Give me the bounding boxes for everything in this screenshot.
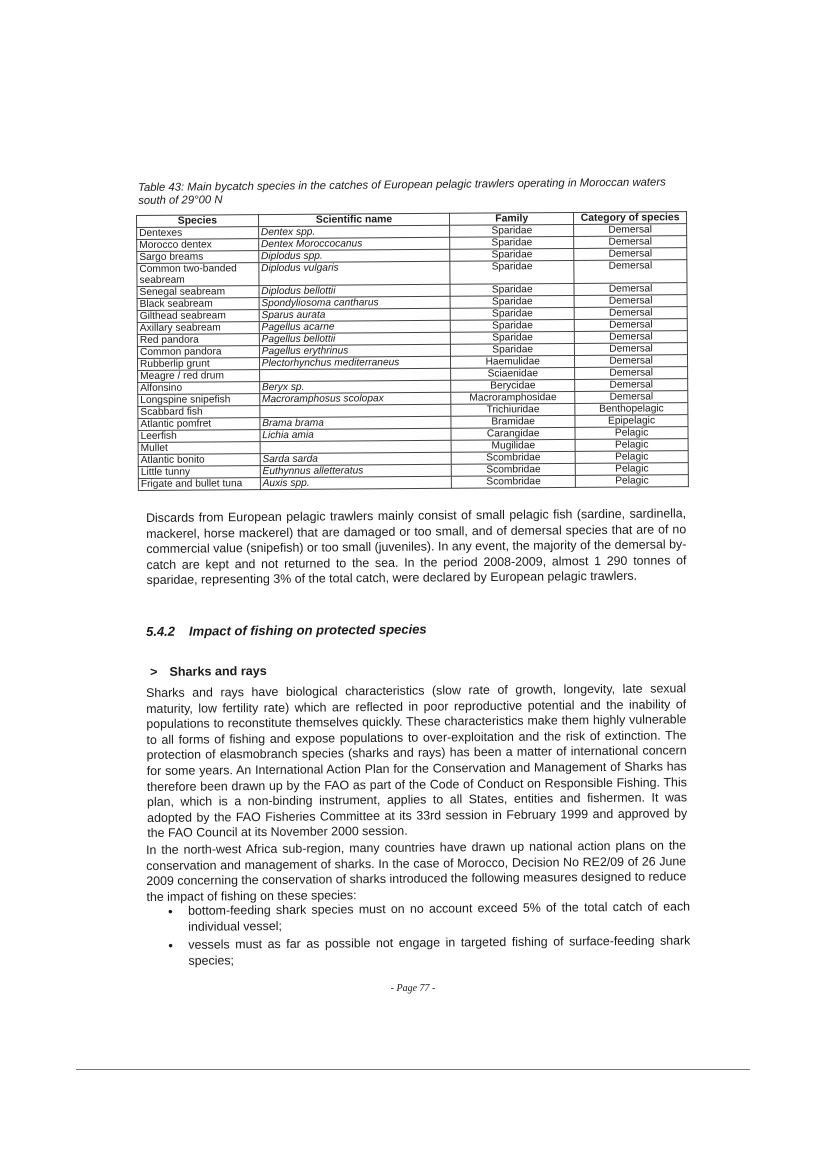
species-cell: Red pandora — [137, 334, 259, 347]
measures-list — [166, 899, 691, 972]
scientific-name-cell: Euthynnus alletteratus — [260, 464, 452, 477]
column-header-family: Family — [450, 212, 574, 225]
scientific-name-cell: Plectorhynchus mediterraneus — [259, 356, 451, 369]
species-cell: Atlantic pomfret — [138, 418, 260, 431]
scientific-name-cell: Beryx sp. — [259, 380, 451, 393]
family-cell: Macroramphosidae — [451, 391, 575, 404]
category-cell: Demersal — [574, 224, 687, 237]
species-cell: Axillary seabream — [137, 322, 259, 335]
family-cell: Sciaenidae — [451, 367, 575, 380]
category-cell: Demersal — [575, 343, 688, 356]
species-cell: Common pandora — [137, 346, 259, 359]
species-cell: Alfonsino — [138, 382, 260, 395]
scientific-name-cell: Auxis spp. — [260, 476, 452, 489]
species-cell: Meagre / red drum — [138, 370, 260, 383]
subsection-heading — [150, 664, 267, 679]
scientific-name-cell: Brama brama — [260, 416, 452, 429]
scientific-name-cell: Dentex Moroccocanus — [258, 237, 450, 250]
scientific-name-cell: Sparus aurata — [259, 308, 451, 321]
category-cell: Demersal — [574, 236, 687, 249]
family-cell: Trichiuridae — [451, 403, 575, 416]
section-number: 5.4.2 — [146, 623, 176, 639]
northwest-africa-paragraph: In the north-west Africa sub-region, many countries have drawn up national action plans on the conservation and management of sharks. In the case of Morocco, Decision No RE2/09 of 26 June 2009 concerning the conservation of sharks introduced the following measures designed to reduce the impact of fishing on these species: — [146, 838, 687, 904]
section-title: Impact of fishing on protected species — [188, 621, 427, 639]
category-cell: Demersal — [575, 379, 688, 392]
species-cell: Gilthead seabream — [137, 310, 259, 323]
table-row — [138, 475, 688, 491]
scientific-name-cell: Pagellus bellottii — [259, 332, 451, 345]
bycatch-table — [136, 211, 689, 491]
category-cell: Pelagic — [575, 439, 688, 452]
species-cell: Frigate and bullet tuna — [138, 478, 260, 491]
family-cell: Sparidae — [450, 248, 574, 261]
species-cell: Senegal seabream — [137, 286, 259, 299]
category-cell: Demersal — [575, 391, 688, 404]
category-cell: Demersal — [574, 331, 687, 344]
scientific-name-cell: Diplodus bellottii — [259, 284, 451, 297]
category-cell: Demersal — [574, 319, 687, 332]
discards-paragraph: Discards from European pelagic trawlers mainly consist of small pelagic fish (sardine, sardinella, mackerel, horse mackerel) that are damaged or too small, and of demersal species that are of no commercial value (snipefish) or too small (juveniles). In any event, the majority of the demersal by-catch are kept and not returned to the sea. In the period 2008-2009, almost 1 290 tonnes of sparidae, representing 3% of the total catch, were declared by European pelagic trawlers. — [146, 506, 687, 588]
footer-divider — [76, 1069, 750, 1070]
category-cell: Demersal — [575, 367, 688, 380]
species-cell: Little tunny — [138, 466, 260, 479]
family-cell: Carangidae — [451, 427, 575, 440]
category-cell: Pelagic — [575, 463, 688, 476]
species-cell: Mullet — [138, 442, 260, 455]
scientific-name-cell: Pagellus acarne — [259, 320, 451, 333]
species-cell: Morocco dentex — [137, 239, 259, 252]
scientific-name-cell: Diplodus vulgaris — [259, 261, 451, 285]
scientific-name-cell: Dentex spp. — [258, 225, 450, 238]
category-cell: Pelagic — [575, 427, 688, 440]
species-cell: Dentexes — [137, 227, 259, 240]
species-cell: Sargo breams — [137, 251, 259, 264]
species-cell: Longspine snipefish — [138, 394, 260, 407]
category-cell: Demersal — [574, 283, 687, 296]
species-cell: Atlantic bonito — [138, 454, 260, 467]
list-item: • vessels must as far as possible not engage in targeted fishing of surface-feeding shark species; — [166, 934, 690, 970]
list-item: • bottom-feeding shark species must on no account exceed 5% of the total catch of each individual vessel; — [166, 899, 690, 935]
species-cell: Black seabream — [137, 298, 259, 311]
family-cell: Sparidae — [450, 236, 574, 249]
scientific-name-cell: Diplodus spp. — [258, 249, 450, 262]
category-cell: Epipelagic — [575, 415, 688, 428]
subsection-title: Sharks and rays — [169, 663, 267, 679]
category-cell: Demersal — [575, 355, 688, 368]
family-cell: Haemulidae — [451, 355, 575, 368]
family-cell: Bramidae — [451, 415, 575, 428]
family-cell: Sparidae — [450, 295, 574, 308]
section-heading — [146, 622, 427, 639]
family-cell: Sparidae — [450, 224, 574, 237]
species-cell: Rubberlip grunt — [138, 358, 260, 371]
species-cell: Scabbard fish — [138, 406, 260, 419]
scientific-name-cell: Sarda sarda — [260, 452, 452, 465]
family-cell: Sparidae — [450, 283, 574, 296]
column-header-species: Species — [137, 215, 259, 228]
sharks-paragraph: Sharks and rays have biological characteristics (slow rate of growth, longevity, late sexual maturity, low fertility rate) which are reflected in poor reproductive potential and the inability of populations to reconstitute themselves quickly. These characteristics make them highly vulnerable to all forms of fishing and expose populations to over-exploitation and the risk of extinction. The protection of elasmobranch species (sharks and rays) has been a matter of international concern for some years. An International Action Plan for the Conservation and Management of Sharks has therefore been drawn up by the FAO as part of the Code of Conduct on Responsible Fishing. This plan, which is a non-binding instrument, applies to all States, entities and fishermen. It was adopted by the FAO Fisheries Committee at its 33rd session in February 1999 and approved by the FAO Council at its November 2000 session. — [146, 681, 688, 841]
column-header-scientific-name: Scientific name — [258, 213, 450, 226]
page-number: - Page 77 - — [390, 983, 436, 994]
family-cell: Berycidae — [451, 379, 575, 392]
category-cell: Demersal — [574, 295, 687, 308]
family-cell: Sparidae — [451, 331, 575, 344]
family-cell: Sparidae — [450, 307, 574, 320]
scientific-name-cell: Pagellus erythrinus — [259, 344, 451, 357]
scientific-name-cell: Macroramphosus scolopax — [259, 392, 451, 405]
table-body — [137, 224, 689, 491]
table-caption: Table 43: Main bycatch species in the catches of European pelagic trawlers operating in Moroccan waters south of 29°00 N — [138, 176, 666, 207]
family-cell: Sparidae — [451, 343, 575, 356]
category-cell: Demersal — [574, 260, 687, 284]
category-cell: Pelagic — [575, 475, 688, 488]
category-cell: Benthopelagic — [575, 403, 688, 416]
category-cell: Pelagic — [575, 451, 688, 464]
category-cell: Demersal — [574, 248, 687, 261]
column-header-category: Category of species — [574, 212, 687, 225]
species-cell: Leerfish — [138, 430, 260, 443]
species-cell: Common two-banded seabream — [137, 263, 259, 287]
family-cell: Scombridae — [451, 451, 575, 464]
family-cell: Scombridae — [452, 475, 576, 488]
family-cell: Scombridae — [452, 463, 576, 476]
subsection-marker: > — [150, 664, 158, 679]
scientific-name-cell: Lichia amia — [260, 428, 452, 441]
family-cell: Sparidae — [451, 319, 575, 332]
category-cell: Demersal — [574, 307, 687, 320]
family-cell: Mugilidae — [451, 439, 575, 452]
family-cell: Sparidae — [450, 260, 574, 284]
scientific-name-cell: Spondyliosoma cantharus — [259, 296, 451, 309]
